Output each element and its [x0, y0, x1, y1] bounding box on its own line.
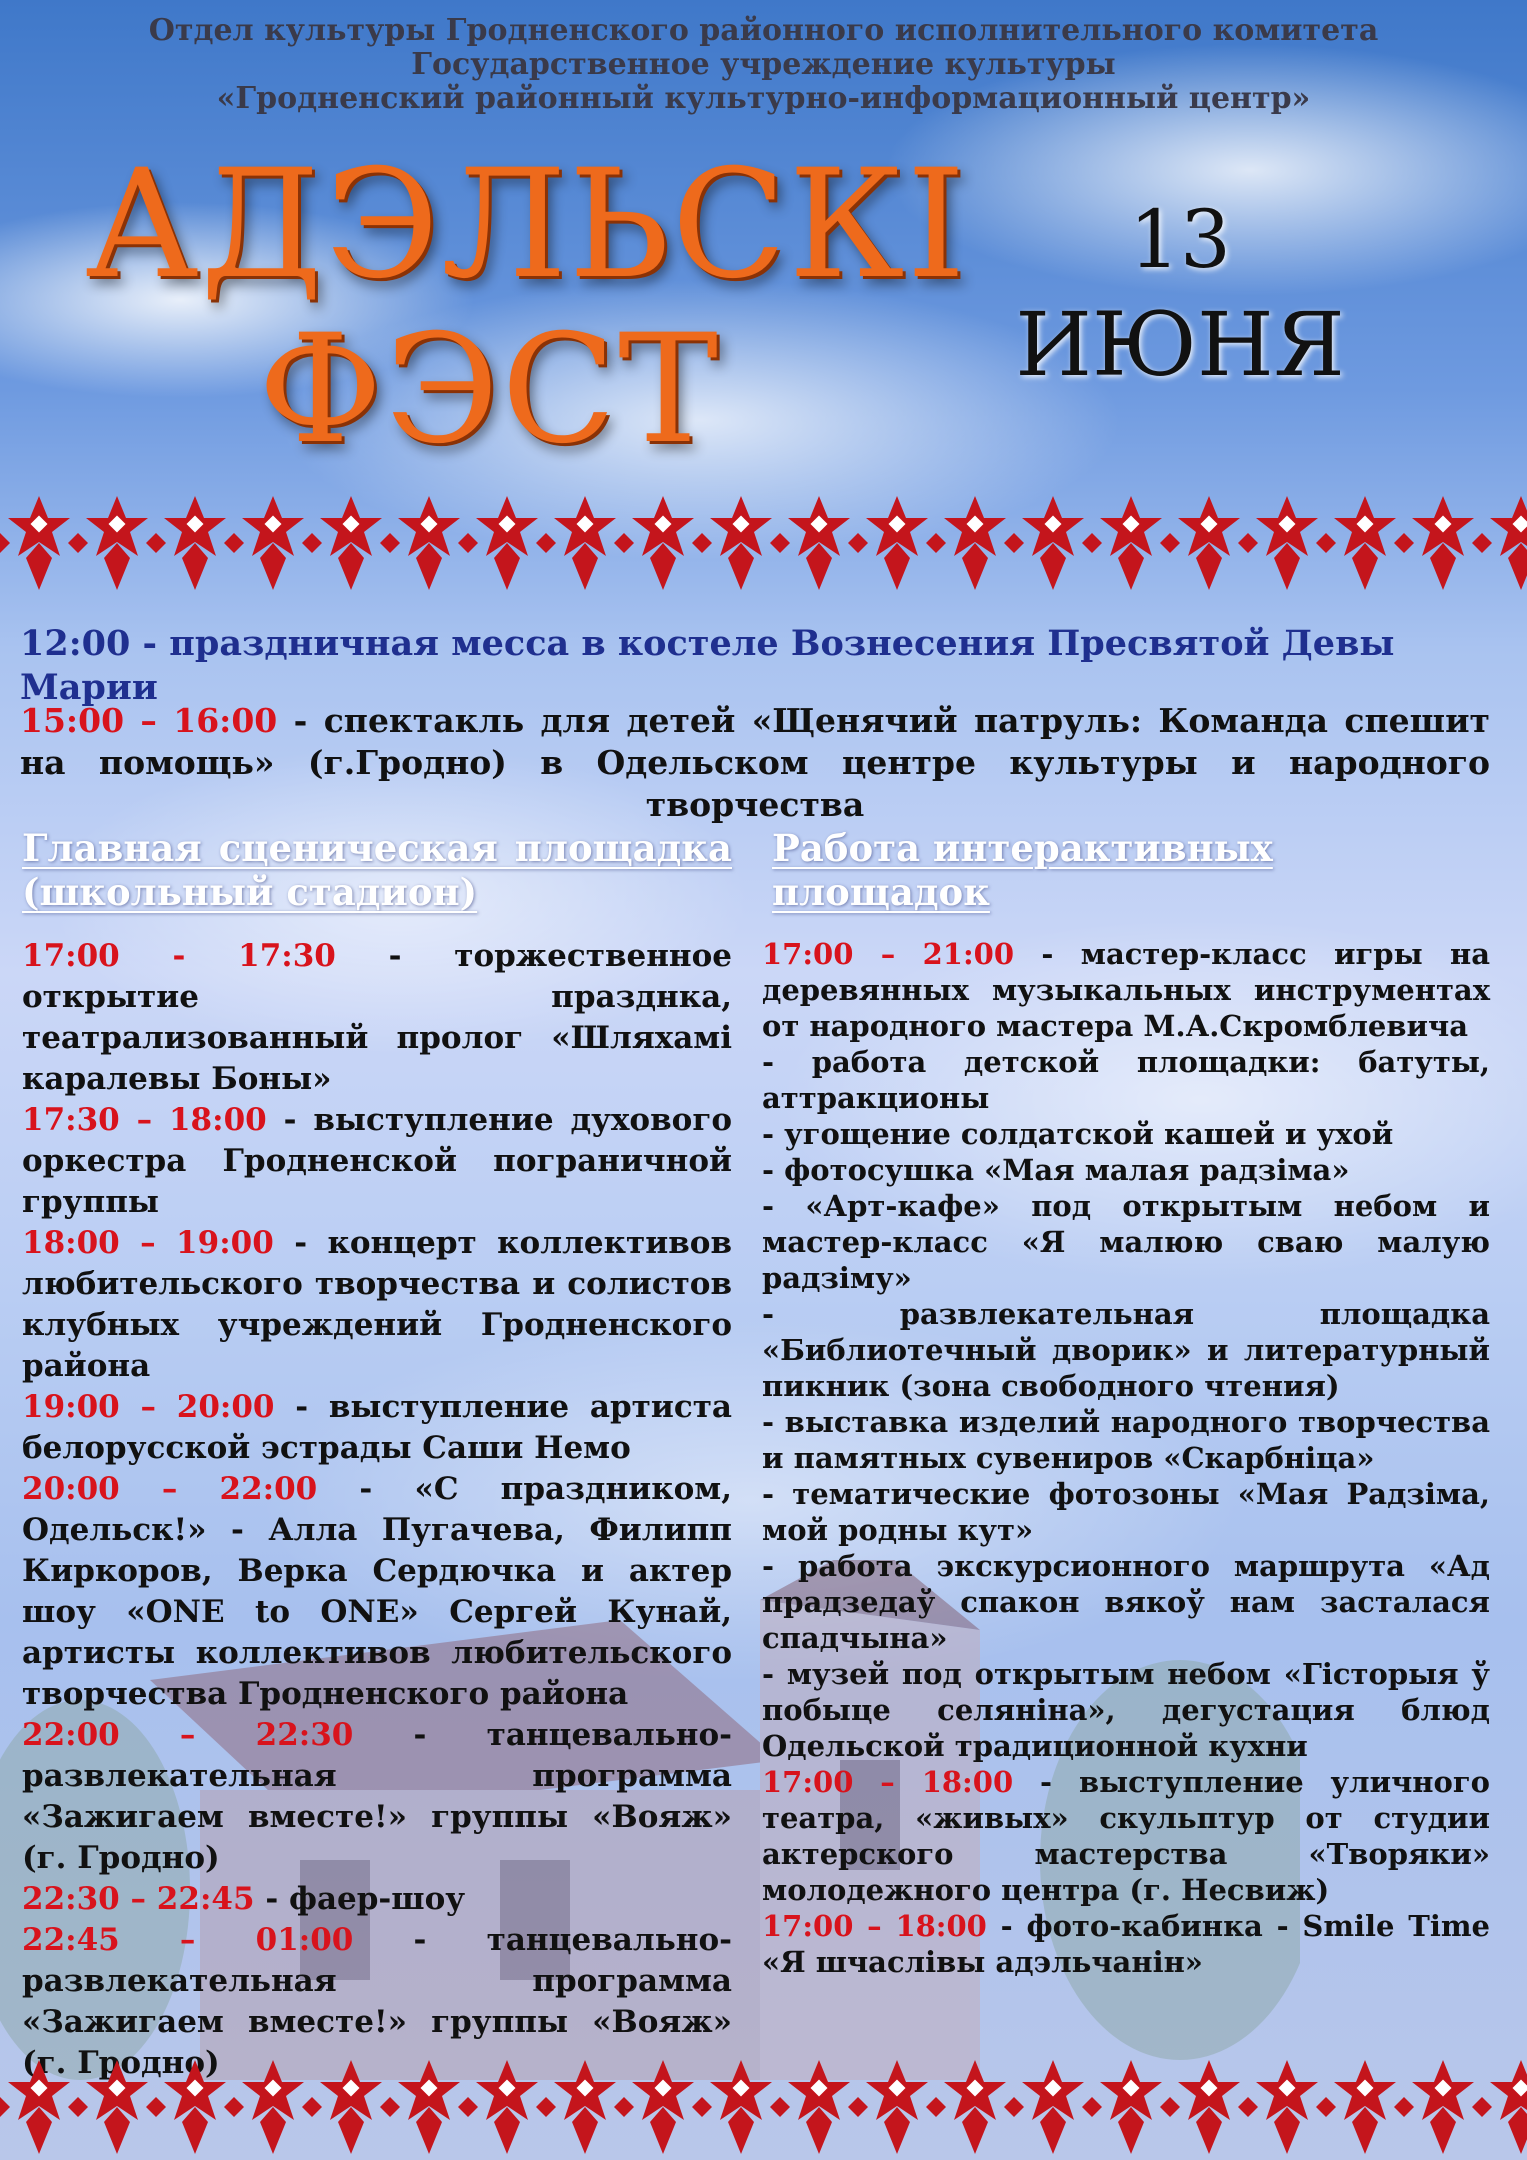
interactive-text: - развлекательная площадка «Библиотечный дворик» и литературный пикник (зона свободного чтения) [762, 1297, 1490, 1403]
interactive-item [762, 1404, 1490, 1476]
schedule-time: 17:30 – 18:00 [22, 1102, 267, 1138]
main-stage-schedule [22, 936, 732, 2084]
organizer-line-1: Отдел культуры Гродненского районного исполнительного комитета [148, 13, 1379, 48]
interactive-item [762, 1116, 1490, 1152]
schedule-time: 18:00 – 19:00 [22, 1225, 274, 1261]
schedule-item [22, 1715, 732, 1879]
interactive-text: - выставка изделий народного творчества и памятных сувениров «Скарбніца» [762, 1405, 1490, 1475]
date-month: ИЮНЯ [1015, 293, 1345, 396]
interactive-text: - фотосушка «Мая малая радзіма» [762, 1153, 1350, 1187]
interactive-text: - работа детской площадки: батуты, аттракционы [762, 1045, 1490, 1115]
organizer-line-2: Государственное учреждение культуры [411, 47, 1116, 82]
main-stage-heading: Главная сценическая площадка (школьный стадион) [22, 826, 732, 914]
festival-title-line-2: ФЭСТ [258, 303, 721, 477]
event-mass-text: - праздничная месса в костеле Вознесения Пресвятой Девы Марии [20, 623, 1395, 708]
interactive-item [762, 1476, 1490, 1548]
interactive-time: 17:00 – 18:00 [762, 1765, 1014, 1799]
ornament-band-top [0, 488, 1527, 598]
schedule-item [22, 1100, 732, 1223]
schedule-time: 17:00 - 17:30 [22, 938, 336, 974]
interactive-item [762, 1188, 1490, 1296]
interactive-item [762, 1908, 1490, 1980]
festival-title-line-1: АДЭЛЬСКІ [85, 138, 968, 312]
interactive-text: - тематические фотозоны «Мая Радзіма, мой родны кут» [762, 1477, 1490, 1547]
interactive-text: - работа экскурсионного маршрута «Ад прадзедаў спакон вякоў нам засталася спадчына» [762, 1549, 1490, 1655]
interactive-time: 17:00 – 18:00 [762, 1909, 987, 1943]
schedule-item [22, 1223, 732, 1387]
schedule-text: - торжественное открытие празднка, театрализованный пролог «Шляхамі каралевы Боны» [22, 938, 732, 1097]
schedule-text: - танцевально-развлекательная программа «Зажигаем вместе!» группы «Вояж» [22, 1922, 732, 2040]
organizer-line-3: «Гродненский районный культурно-информационный центр» [216, 81, 1311, 116]
event-play-time: 15:00 – 16:00 [20, 701, 278, 740]
event-play-text: - спектакль для детей «Щенячий патруль: Команда спешит на помощь» (г.Гродно) в Одельском центре культуры и народного творчества [20, 701, 1490, 824]
interactive-item [762, 936, 1490, 1044]
date-day: 13 [1129, 193, 1231, 286]
schedule-text: - «С праздником, Одельск!» - Алла Пугачева, Филипп Киркоров, Верка Сердючка и актер шоу «ONE to ONE» Сергей Кунай, артисты коллективов любительского творчества Гродненского района [22, 1471, 733, 1712]
schedule-text: - фаер-шоу [254, 1881, 466, 1917]
event-mass [20, 622, 1510, 710]
interactive-text: - музей под открытым небом «Гісторыя ў побыце селяніна», дегустация блюд Одельской традиционной кухни [762, 1657, 1490, 1763]
schedule-item [22, 1879, 732, 1920]
interactive-text: - фото-кабинка - Smile Time «Я шчаслівы адэльчанін» [762, 1909, 1490, 1979]
interactive-text: - угощение солдатской кашей и ухой [762, 1117, 1394, 1151]
interactive-time: 17:00 – 21:00 [762, 937, 1015, 971]
schedule-time: 22:00 – 22:30 [22, 1717, 354, 1753]
schedule-time: 20:00 – 22:00 [22, 1471, 318, 1507]
schedule-item [22, 1387, 732, 1469]
schedule-text: - выступление артиста белорусской эстрады Саши Немо [22, 1389, 732, 1466]
interactive-heading: Работа интерактивных площадок [772, 826, 1273, 914]
organizer-header [0, 14, 1527, 116]
interactive-text: - мастер-класс игры на деревянных музыкальных инструментах от народного мастера М.А.Скромблевича [762, 937, 1491, 1043]
schedule-text: - концерт коллективов любительского творчества и солистов клубных учреждений Гродненского района [22, 1225, 732, 1384]
schedule-time: 19:00 – 20:00 [22, 1389, 275, 1425]
interactive-schedule [762, 936, 1490, 1980]
schedule-time: 22:45 – 01:00 [22, 1922, 354, 1958]
interactive-item [762, 1548, 1490, 1656]
interactive-item [762, 1296, 1490, 1404]
interactive-text: - «Арт-кафе» под открытым небом и мастер-класс «Я малюю сваю малую радзіму» [762, 1189, 1490, 1295]
schedule-item [22, 1469, 732, 1715]
interactive-item [762, 1152, 1490, 1188]
interactive-item [762, 1656, 1490, 1764]
event-play [20, 700, 1490, 826]
schedule-time: 22:30 – 22:45 [22, 1881, 255, 1917]
event-mass-time: 12:00 [20, 623, 131, 664]
schedule-text: - выступление духового оркестра Гродненской пограничной группы [22, 1102, 732, 1220]
interactive-text: - выступление уличного театра, «живых» скульптур от студии актерского мастерства «Творяки» молодежного центра (г. Несвиж) [762, 1765, 1490, 1907]
interactive-item [762, 1044, 1490, 1116]
ornament-band-bottom [0, 2052, 1527, 2160]
interactive-item [762, 1764, 1490, 1908]
schedule-text: - танцевально-развлекательная программа «Зажигаем вместе!» группы «Вояж» (г. Гродно) [22, 1717, 732, 1876]
schedule-item [22, 936, 732, 1100]
